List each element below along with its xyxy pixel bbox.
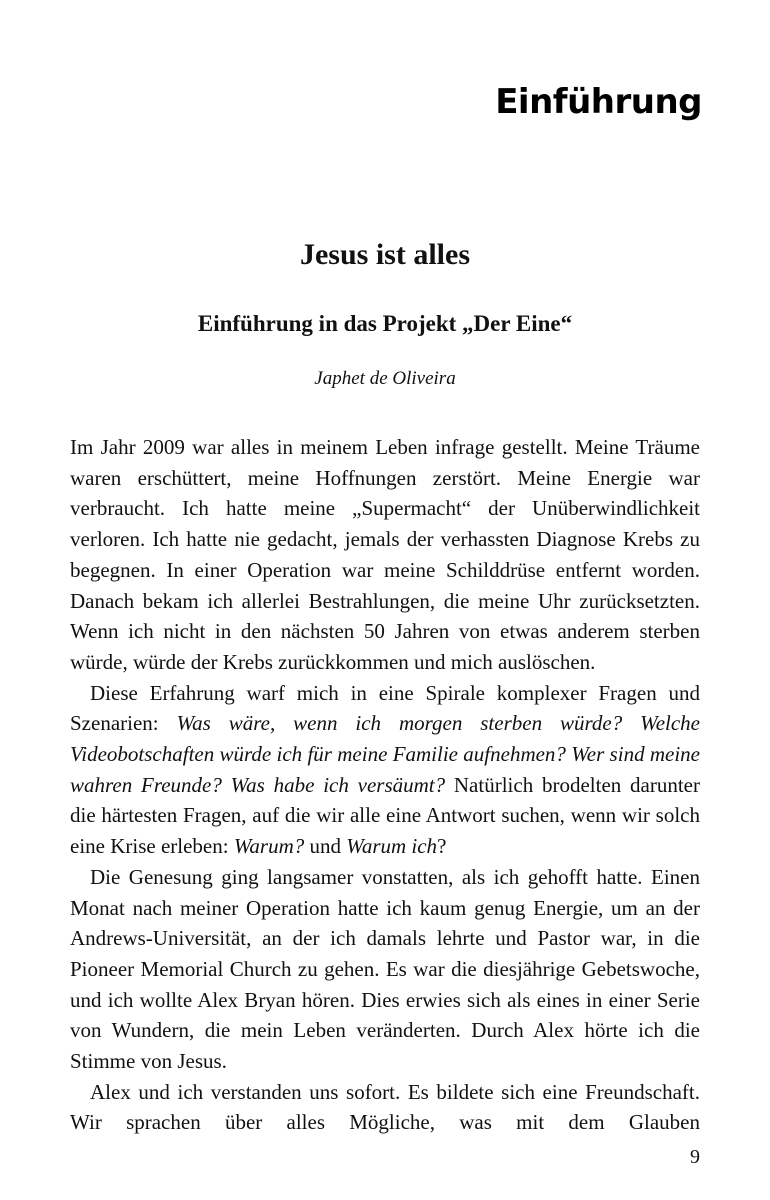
text-segment: ? xyxy=(437,834,447,859)
article-title: Jesus ist alles xyxy=(299,238,470,271)
paragraph-4 xyxy=(70,1077,700,1138)
paragraph-3 xyxy=(70,862,700,1077)
text-segment: Die Genesung ging langsamer vonstatten, als ich gehofft hatte. Einen Monat nach meiner Operation hatte ich kaum genug Energie, um an der Andrews-Universität, an der ich damals lehrte und Pastor war, in die Pioneer Memorial Church zu gehen. Es war die diesjährige Gebetswoche, und ich wollte Alex Bryan hören. Dies erwies sich als eines in einer Serie von Wundern, die mein Leben veränderten. Durch Alex hörte ich die Stimme von Jesus. xyxy=(70,864,700,1074)
page-number: 9 xyxy=(690,1146,700,1168)
text-segment: Diese Erfahrung warf mich in eine Spirale komplexer Fragen und Szenarien: xyxy=(70,680,700,736)
italic-text: Was wäre, wenn ich morgen sterben würde? Welche Videobotschaften würde ich für meine Familie aufnehmen? Wer sind meine wahren Freunde? Was habe ich versäumt? xyxy=(70,711,701,797)
chapter-title: Einführung xyxy=(495,82,702,122)
paragraph-1 xyxy=(70,432,700,678)
italic-text: Warum ich xyxy=(346,834,438,859)
text-segment: und xyxy=(304,834,347,859)
body-text xyxy=(70,432,700,1138)
text-segment: Natürlich brodelten darunter die härtesten Fragen, auf die wir alle eine Antwort suchen, wenn wir solch eine Krise erleben: xyxy=(70,772,700,859)
article-subtitle: Einführung in das Projekt „Der Eine“ xyxy=(197,311,573,336)
author-name: Japhet de Oliveira xyxy=(314,368,456,389)
text-segment: Im Jahr 2009 war alles in meinem Leben infrage gestellt. Meine Träume waren erschüttert, meine Hoffnungen zerstört. Meine Energie war verbraucht. Ich hatte meine „Supermacht“ der Unüberwindlichkeit verloren. Ich hatte nie gedacht, jemals der verhassten Diagnose Krebs zu begegnen. In einer Operation war meine Schilddrüse entfernt worden. Danach bekam ich allerlei Bestrahlungen, die meine Uhr zurücksetzten. Wenn ich nicht in den nächsten 50 Jahren von etwas anderem sterben würde, würde der Krebs zurückkommen und mich auslöschen. xyxy=(70,435,700,674)
text-segment: Alex und ich verstanden uns sofort. Es bildete sich eine Freundschaft. Wir sprachen über alles Mögliche, was mit dem Glauben xyxy=(70,1079,700,1135)
italic-text: Warum? xyxy=(233,834,305,859)
paragraph-2 xyxy=(70,678,700,862)
